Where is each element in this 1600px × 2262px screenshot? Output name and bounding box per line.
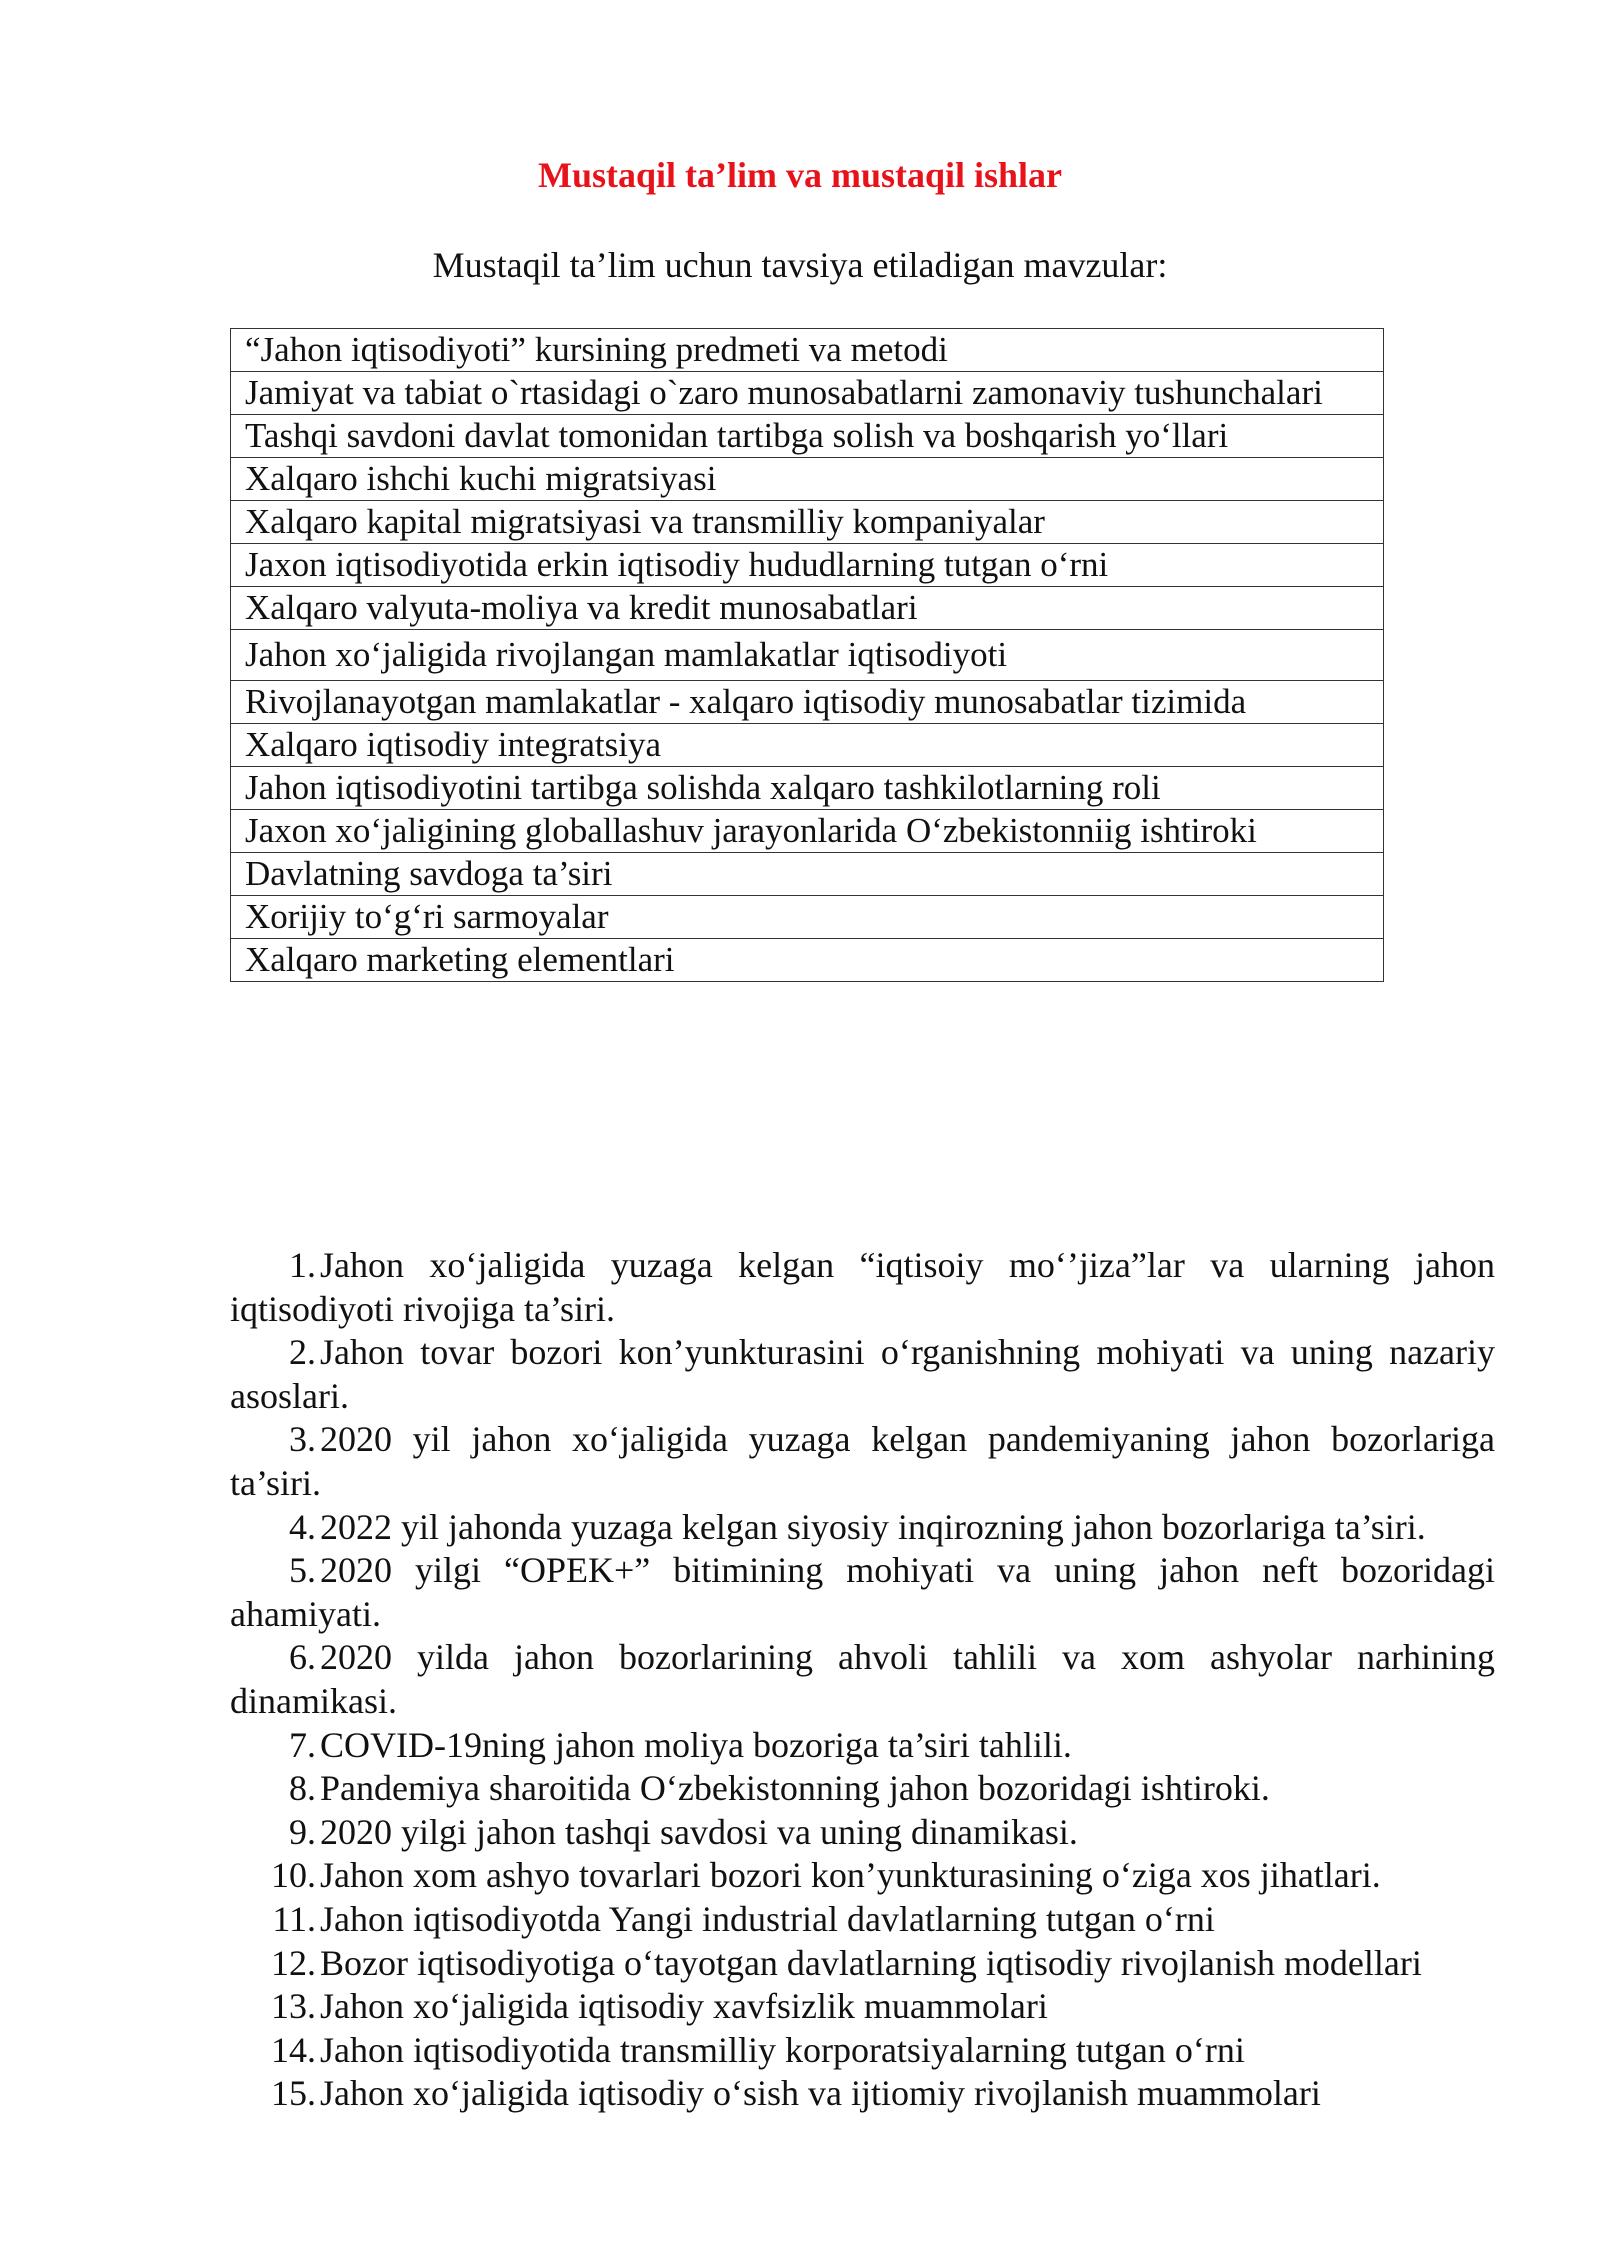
list-item-number: 1. bbox=[289, 1245, 316, 1285]
list-item-text: Bozor iqtisodiyotiga o‘tayotgan davlatlarning iqtisodiy rivojlanish modellari bbox=[320, 1942, 1422, 1983]
list-item bbox=[230, 2029, 1495, 2073]
list-item-text: COVID-19ning jahon moliya bozoriga ta’siri tahlili. bbox=[320, 1724, 1072, 1765]
list-item bbox=[230, 1898, 1495, 1942]
topic-cell: Xalqaro iqtisodiy integratsiya bbox=[231, 724, 1384, 767]
topic-cell: Jamiyat va tabiat o`rtasidagi o`zaro munosabatlarni zamonaviy tushunchalari bbox=[231, 372, 1384, 415]
topic-cell: Xalqaro ishchi kuchi migratsiyasi bbox=[231, 458, 1384, 501]
list-item bbox=[230, 1811, 1495, 1855]
list-item bbox=[230, 1854, 1495, 1898]
list-item-text: Jahon xo‘jaligida yuzaga kelgan “iqtisoiy mo‘’jiza”lar va ularning jahon iqtisodiyoti rivojiga ta’siri. bbox=[230, 1245, 1495, 1329]
table-row bbox=[231, 544, 1384, 587]
list-item bbox=[230, 1331, 1495, 1418]
list-item-number: 7. bbox=[289, 1724, 316, 1765]
list-item-text: 2020 yil jahon xo‘jaligida yuzaga kelgan pandemiyaning jahon bozorlariga ta’siri. bbox=[230, 1419, 1495, 1503]
topic-cell: Jaxon xo‘jaligining globallashuv jarayonlarida O‘zbekistonniig ishtiroki bbox=[231, 810, 1384, 853]
table-row bbox=[231, 853, 1384, 896]
list-item bbox=[230, 1506, 1495, 1550]
topic-cell: Xorijiy to‘g‘ri sarmoyalar bbox=[231, 896, 1384, 939]
page-subtitle: Mustaqil ta’lim uchun tavsiya etiladigan mavzular: bbox=[432, 245, 1168, 285]
topics-table bbox=[230, 328, 1384, 982]
topic-cell: Jahon xo‘jaligida rivojlangan mamlakatlar iqtisodiyoti bbox=[231, 630, 1384, 681]
topic-cell: Xalqaro marketing elementlari bbox=[231, 939, 1384, 982]
table-row bbox=[231, 724, 1384, 767]
list-item bbox=[230, 1636, 1495, 1723]
topic-cell: Tashqi savdoni davlat tomonidan tartibga solish va boshqarish yo‘llari bbox=[231, 415, 1384, 458]
list-item-text: Jahon xo‘jaligida iqtisodiy xavfsizlik muammolari bbox=[320, 1986, 1048, 2027]
list-item-number: 11. bbox=[272, 1898, 316, 1939]
list-item-text: Jahon iqtisodiyotida transmilliy korporatsiyalarning tutgan o‘rni bbox=[320, 2029, 1245, 2070]
list-item-text: Jahon tovar bozori kon’yunkturasini o‘rganishning mohiyati va uning nazariy asoslari. bbox=[230, 1332, 1495, 1416]
table-row bbox=[231, 810, 1384, 853]
topic-cell: Xalqaro kapital migratsiyasi va transmilliy kompaniyalar bbox=[231, 501, 1384, 544]
list-item-text: 2020 yilda jahon bozorlarining ahvoli tahlili va xom ashyolar narhining dinamikasi. bbox=[230, 1637, 1495, 1721]
topic-cell: Xalqaro valyuta-moliya va kredit munosabatlari bbox=[231, 587, 1384, 630]
topic-cell: Davlatning savdoga ta’siri bbox=[231, 853, 1384, 896]
list-item bbox=[230, 1767, 1495, 1811]
topic-cell: “Jahon iqtisodiyoti” kursining predmeti va metodi bbox=[231, 329, 1384, 372]
list-item bbox=[230, 1985, 1495, 2029]
list-item-number: 12. bbox=[271, 1942, 316, 1983]
table-row bbox=[231, 587, 1384, 630]
independent-works-list bbox=[230, 1244, 1495, 2116]
page-title: Mustaqil ta’lim va mustaqil ishlar bbox=[537, 155, 1063, 195]
list-item-text: 2022 yil jahonda yuzaga kelgan siyosiy inqirozning jahon bozorlariga ta’siri. bbox=[320, 1506, 1426, 1547]
list-item bbox=[230, 1244, 1495, 1331]
list-item-text: 2020 yilgi “OPEK+” bitimining mohiyati va uning jahon neft bozoridagi ahamiyati. bbox=[230, 1550, 1495, 1634]
table-row bbox=[231, 415, 1384, 458]
table-row bbox=[231, 896, 1384, 939]
table-row bbox=[231, 329, 1384, 372]
list-item-number: 5. bbox=[289, 1550, 316, 1591]
list-item-number: 4. bbox=[289, 1506, 316, 1547]
list-item-number: 10. bbox=[271, 1855, 316, 1896]
list-item-text: Jahon iqtisodiyotda Yangi industrial davlatlarning tutgan o‘rni bbox=[320, 1898, 1215, 1939]
list-item-number: 14. bbox=[271, 2029, 316, 2070]
list-item-text: 2020 yilgi jahon tashqi savdosi va uning dinamikasi. bbox=[320, 1811, 1078, 1852]
list-item-number: 3. bbox=[289, 1419, 316, 1460]
topic-cell: Jahon iqtisodiyotini tartibga solishda xalqaro tashkilotlarning roli bbox=[231, 767, 1384, 810]
list-item-number: 15. bbox=[271, 2073, 316, 2114]
list-item-number: 13. bbox=[271, 1986, 316, 2027]
table-row bbox=[231, 372, 1384, 415]
list-item-text: Jahon xom ashyo tovarlari bozori kon’yunkturasining o‘ziga xos jihatlari. bbox=[320, 1855, 1381, 1896]
list-item-number: 9. bbox=[289, 1811, 316, 1852]
list-item-text: Jahon xo‘jaligida iqtisodiy o‘sish va ijtiomiy rivojlanish muammolari bbox=[320, 2073, 1321, 2114]
table-row bbox=[231, 501, 1384, 544]
list-item-text: Pandemiya sharoitida O‘zbekistonning jahon bozoridagi ishtiroki. bbox=[320, 1768, 1270, 1809]
table-row bbox=[231, 767, 1384, 810]
list-item-number: 8. bbox=[289, 1768, 316, 1809]
table-row bbox=[231, 681, 1384, 724]
topic-cell: Rivojlanayotgan mamlakatlar - xalqaro iqtisodiy munosabatlar tizimida bbox=[231, 681, 1384, 724]
table-row bbox=[231, 630, 1384, 681]
list-item bbox=[230, 2072, 1495, 2116]
list-item bbox=[230, 1724, 1495, 1768]
list-item bbox=[230, 1549, 1495, 1636]
list-item-number: 2. bbox=[289, 1332, 316, 1373]
table-row bbox=[231, 458, 1384, 501]
table-row bbox=[231, 939, 1384, 982]
topic-cell: Jaxon iqtisodiyotida erkin iqtisodiy hududlarning tutgan o‘rni bbox=[231, 544, 1384, 587]
list-item bbox=[230, 1418, 1495, 1505]
list-item bbox=[230, 1942, 1495, 1986]
list-item-number: 6. bbox=[289, 1637, 316, 1678]
